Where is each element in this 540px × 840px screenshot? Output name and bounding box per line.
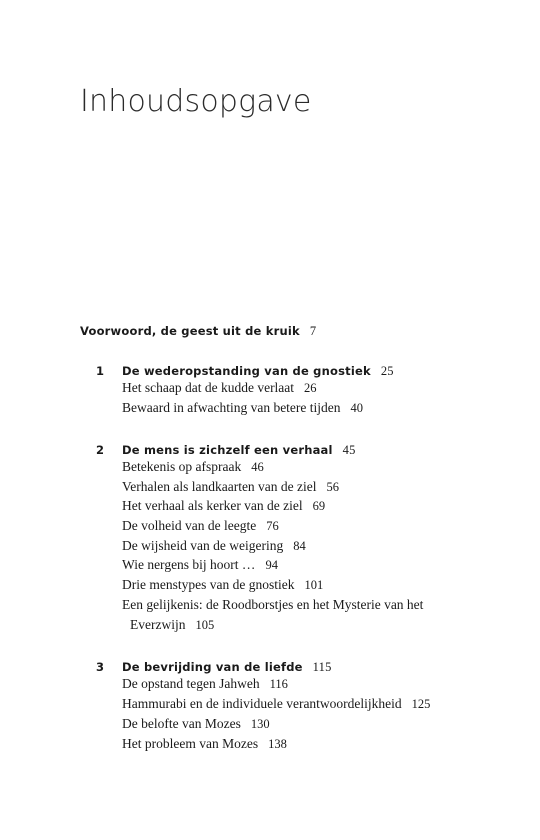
toc-section [122, 498, 325, 514]
section-title: Hammurabi en de individuele verantwoordelijkheid [122, 696, 402, 711]
toc-section [122, 696, 430, 712]
section-title: Bewaard in afwachting van betere tijden [122, 400, 341, 415]
section-page: 46 [251, 460, 264, 474]
toc-section [122, 597, 423, 613]
toc-preface [80, 324, 316, 339]
section-title: Verhalen als landkaarten van de ziel [122, 479, 317, 494]
chapter-number: 2 [96, 443, 105, 457]
chapter-title: De bevrijding van de liefde [122, 660, 303, 674]
section-title: De wijsheid van de weigering [122, 538, 284, 553]
section-page: 116 [269, 677, 288, 691]
section-title: Wie nergens bij hoort … [122, 557, 256, 572]
section-page: 130 [250, 717, 270, 731]
toc-section-continuation [130, 617, 214, 633]
chapter-number: 3 [96, 660, 105, 674]
toc-section [122, 736, 287, 752]
toc-section [122, 557, 278, 573]
section-title: Het verhaal als kerker van de ziel [122, 498, 303, 513]
chapter-page: 115 [312, 660, 332, 674]
toc-section [122, 380, 317, 396]
section-page: 94 [265, 558, 278, 572]
section-title: Betekenis op afspraak [122, 459, 242, 474]
toc-preface-page: 7 [309, 324, 317, 338]
toc-section [122, 716, 270, 732]
chapter-number: 1 [96, 364, 105, 378]
chapter-page: 45 [342, 443, 356, 457]
section-page: 69 [312, 499, 326, 513]
section-title: Het schaap dat de kudde verlaat [122, 380, 295, 395]
section-page: 56 [326, 480, 340, 494]
toc-section [122, 538, 306, 554]
toc-chapter [122, 364, 394, 379]
section-title: De opstand tegen Jahweh [122, 676, 260, 691]
section-title: Everzwijn [130, 617, 186, 632]
section-title: Een gelijkenis: de Roodborstjes en het Mysterie van het [122, 597, 424, 612]
section-page: 101 [304, 578, 324, 592]
toc-section [122, 400, 363, 416]
chapter-title: De mens is zichzelf een verhaal [122, 443, 333, 457]
section-page: 105 [195, 618, 215, 632]
section-page: 125 [411, 697, 431, 711]
toc-section [122, 479, 339, 495]
section-title: Drie menstypes van de gnostiek [122, 577, 295, 592]
section-page: 76 [266, 519, 279, 533]
toc-section [122, 459, 264, 475]
toc-section [122, 577, 323, 593]
toc-chapter [122, 660, 332, 675]
section-page: 138 [268, 737, 287, 751]
section-title: De belofte van Mozes [122, 716, 241, 731]
section-title: Het probleem van Mozes [122, 736, 259, 751]
section-page: 40 [350, 401, 364, 415]
chapter-page: 25 [380, 364, 394, 378]
toc-chapter [122, 443, 356, 458]
toc-section [122, 676, 288, 692]
toc-preface-title: Voorwoord, de geest uit de kruik [80, 324, 300, 338]
toc-section [122, 518, 279, 534]
page-title: Inhoudsopgave [80, 84, 312, 119]
section-page: 26 [304, 381, 317, 395]
section-title: De volheid van de leegte [122, 518, 257, 533]
section-page: 84 [293, 539, 306, 553]
chapter-title: De wederopstanding van de gnostiek [122, 364, 371, 378]
